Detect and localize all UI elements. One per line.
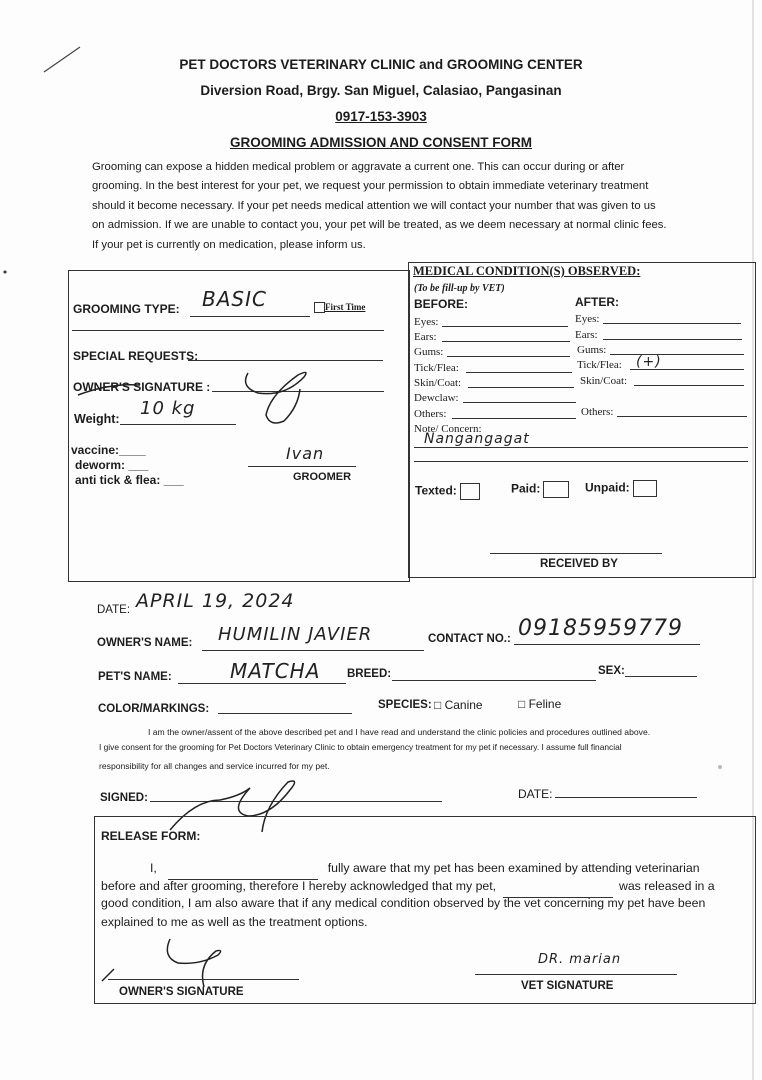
owner-name-line (202, 650, 424, 651)
before-skincoat-line[interactable] (468, 387, 574, 388)
received-by-label: RECEIVED BY (540, 558, 618, 570)
after-eyes-label: Eyes: (575, 313, 600, 325)
owner-name-label: OWNER'S NAME: (97, 637, 193, 649)
consent-line: I give consent for the grooming for Pet Doctors Veterinary Clinic to obtain emergency treatment for my pet if necessary. I assume full financial (99, 742, 622, 752)
paid-field[interactable] (511, 481, 569, 498)
form-title: GROOMING ADMISSION AND CONSENT FORM (230, 135, 532, 150)
checkbox-icon[interactable] (314, 302, 325, 313)
after-others-label: Others: (581, 406, 614, 418)
anti-tick-flea-label: anti tick & flea: ___ (75, 473, 184, 487)
grooming-extra-line (72, 330, 384, 331)
release-title: RELEASE FORM: (101, 829, 201, 843)
signed-date-line[interactable] (555, 797, 697, 798)
before-dewclaw-line[interactable] (463, 402, 576, 403)
after-skincoat-label: Skin/Coat: (580, 375, 628, 387)
medical-subtitle: (To be fill-up by VET) (414, 283, 505, 294)
intro-line: should it become necessary. If your pet needs medical attention we will contact your number that was given to us (92, 199, 656, 212)
medical-title: MEDICAL CONDITION(S) OBSERVED: (413, 264, 641, 278)
owner-name-value[interactable]: HUMILIN JAVIER (218, 624, 373, 645)
consent-line: responsibility for all changes and service incurred for my pet. (99, 761, 330, 771)
date-value[interactable]: APRIL 19, 2024 (136, 590, 295, 612)
release-owner-signature-label: OWNER'S SIGNATURE (119, 986, 244, 998)
note-line-2 (414, 461, 748, 462)
weight-label: Weight: (74, 412, 120, 426)
color-line[interactable] (218, 713, 352, 714)
after-ears-line[interactable] (603, 339, 742, 340)
unpaid-checkbox[interactable] (633, 480, 657, 497)
texted-field[interactable] (415, 483, 480, 500)
release-owner-signature-line[interactable] (108, 979, 299, 980)
after-tickflea-label: Tick/Flea: (577, 359, 622, 371)
unpaid-field[interactable] (585, 480, 657, 497)
groomer-label: GROOMER (293, 471, 352, 483)
deworm-label: deworm: ___ (75, 458, 149, 472)
species-label: SPECIES: (378, 699, 432, 711)
signed-date-label: DATE: (518, 787, 553, 801)
sex-line[interactable] (625, 676, 697, 677)
after-eyes-line[interactable] (603, 323, 741, 324)
owner-signature-label: OWNER'S SIGNATURE : (73, 380, 211, 394)
contact-line (514, 644, 700, 645)
paid-checkbox[interactable] (543, 481, 569, 498)
note-label: Note/ Concern: (414, 423, 482, 435)
after-skincoat-line[interactable] (634, 385, 744, 386)
intro-paragraph (92, 158, 698, 255)
breed-line[interactable] (392, 680, 596, 681)
before-dewclaw-label: Dewclaw: (414, 392, 459, 404)
intro-line: If your pet is currently on medication, please inform us. (92, 238, 366, 251)
consent-line: I am the owner/assent of the above described pet and I have read and understand the clinic policies and procedures outlined above. (148, 727, 651, 737)
sex-label: SEX: (598, 665, 625, 677)
intro-line: Grooming can expose a hidden medical problem or aggravate a current one. This can occur during or after (92, 161, 625, 173)
release-text: explained to me as well as the treatment options. (101, 915, 368, 929)
received-by-line[interactable] (490, 553, 662, 554)
before-others-line[interactable] (452, 418, 576, 419)
grooming-type-line (190, 316, 310, 317)
pet-name-label: PET'S NAME: (98, 671, 172, 683)
intro-line: grooming. In the best interest for your pet, we request your permission to obtain immediate veterinary treatment (92, 180, 649, 193)
paid-label: Paid: (511, 481, 541, 496)
after-others-line[interactable] (617, 416, 747, 417)
weight-line (120, 424, 236, 425)
note-line-1 (414, 447, 748, 448)
release-text: good condition, I am also aware that if any medical condition observed by the vet concerning my pet have been (101, 896, 706, 910)
vet-signature-line[interactable] (475, 974, 677, 975)
before-tickflea-label: Tick/Flea: (414, 362, 459, 374)
release-text: fully aware that my pet has been examined by attending veterinarian (327, 861, 700, 875)
before-eyes-line[interactable] (442, 326, 568, 327)
groomer-line (248, 466, 356, 467)
weight-value[interactable]: 10 kg (140, 398, 196, 419)
texted-label: Texted: (415, 483, 457, 498)
vet-signature-label: VET SIGNATURE (521, 980, 614, 992)
clinic-phone: 0917-153-3903 (335, 109, 427, 124)
after-gums-label: Gums: (577, 344, 607, 356)
vet-name[interactable]: DR. marian (538, 952, 622, 967)
breed-label: BREED: (347, 668, 392, 680)
contact-label: CONTACT NO.: (428, 633, 511, 645)
release-i-label: I, (150, 861, 157, 875)
before-tickflea-line[interactable] (466, 372, 572, 373)
before-ears-line[interactable] (442, 341, 570, 342)
before-skincoat-label: Skin/Coat: (414, 377, 462, 389)
before-others-label: Others: (414, 408, 447, 420)
before-ears-label: Ears: (414, 331, 437, 343)
date-label: DATE: (97, 604, 131, 616)
release-text: was released in a (618, 879, 715, 893)
first-time-label: First Time (325, 302, 366, 312)
unpaid-label: Unpaid: (585, 480, 630, 495)
intro-line: on admission. If we are unable to contact you, your pet will be treated, as we deem necessary at normal clinic fees. (92, 219, 667, 232)
texted-checkbox[interactable] (460, 483, 480, 500)
clinic-address: Diversion Road, Brgy. San Miguel, Calasiao, Pangasinan (200, 83, 562, 98)
clinic-name: PET DOCTORS VETERINARY CLINIC and GROOMING CENTER (179, 57, 583, 72)
first-time-checkbox[interactable] (314, 302, 365, 313)
before-gums-label: Gums: (414, 346, 444, 358)
after-gums-line[interactable] (610, 354, 744, 355)
special-requests-label: SPECIAL REQUESTS: (73, 349, 199, 363)
signed-label: SIGNED: (100, 792, 148, 804)
before-eyes-label: Eyes: (414, 316, 439, 328)
after-ears-label: Ears: (575, 329, 598, 341)
pet-name-value[interactable]: MATCHA (230, 659, 321, 683)
before-heading: BEFORE: (414, 297, 468, 311)
contact-value[interactable]: 09185959779 (518, 616, 683, 641)
release-text: before and after grooming, therefore I hereby acknowledged that my pet, (101, 879, 497, 893)
before-gums-line[interactable] (447, 356, 570, 357)
grooming-type-value[interactable]: BASIC (202, 287, 267, 311)
feline-option[interactable]: □ Feline (518, 697, 562, 711)
color-label: COLOR/MARKINGS: (98, 703, 210, 715)
after-heading: AFTER: (575, 295, 619, 309)
vaccine-label: vaccine:____ (71, 443, 146, 457)
canine-option[interactable]: □ Canine (434, 698, 483, 712)
note-value[interactable]: Nangangagat (424, 431, 530, 447)
pet-name-line (178, 683, 346, 684)
groomer-name[interactable]: Ivan (286, 444, 325, 463)
after-tickflea-value[interactable]: (+) (636, 354, 662, 370)
grooming-type-label: GROOMING TYPE: (73, 302, 180, 316)
